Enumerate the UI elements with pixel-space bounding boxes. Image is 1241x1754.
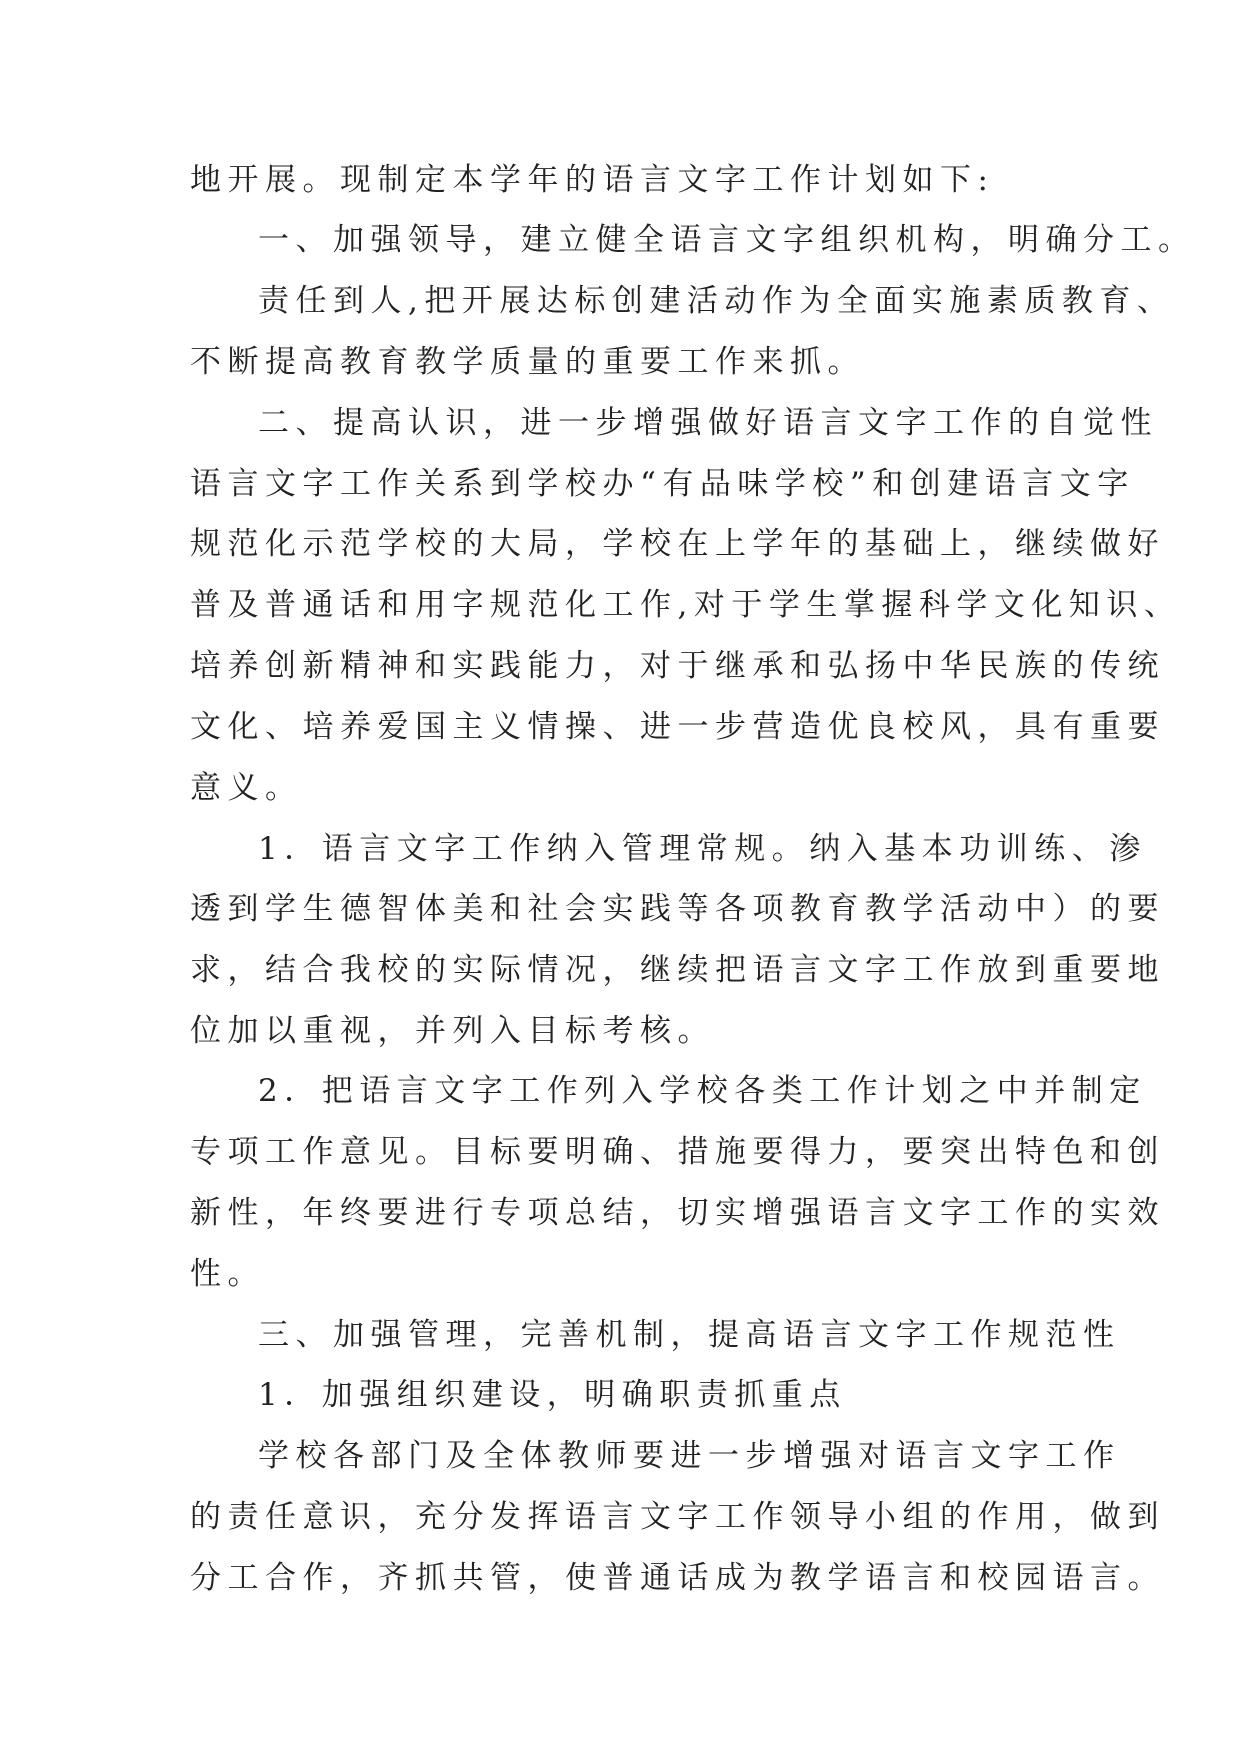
- paragraph-line: 性。: [190, 1256, 265, 1292]
- paragraph-line: 学校各部门及全体教师要进一步增强对语言文字工作: [258, 1438, 1121, 1474]
- paragraph-line: 新性，年终要进行专项总结，切实增强语言文字工作的实效: [190, 1195, 1165, 1231]
- paragraph-line: 位加以重视，并列入目标考核。: [190, 1013, 715, 1049]
- paragraph-line: 求，结合我校的实际情况，继续把语言文字工作放到重要地: [190, 952, 1165, 988]
- paragraph-line: 培养创新精神和实践能力，对于继承和弘扬中华民族的传统: [190, 648, 1165, 684]
- section-heading: 三、加强管理，完善机制，提高语言文字工作规范性: [258, 1317, 1121, 1353]
- paragraph-line: 不断提高教育教学质量的重要工作来抓。: [190, 344, 865, 380]
- section-heading: 二、提高认识，进一步增强做好语言文字工作的自觉性: [258, 405, 1158, 441]
- paragraph-line: 语言文字工作关系到学校办“有品味学校”和创建语言文字: [190, 466, 1135, 502]
- paragraph-line: 分工合作，齐抓共管，使普通话成为教学语言和校园语言。: [190, 1560, 1165, 1596]
- numbered-item: 1．语言文字工作纳入管理常规。纳入基本功训练、渗: [258, 831, 1147, 867]
- section-heading: 一、加强领导，建立健全语言文字组织机构，明确分工。: [258, 222, 1196, 258]
- paragraph-line: 责任到人,把开展达标创建活动作为全面实施素质教育、: [258, 283, 1175, 319]
- numbered-item: 1．加强组织建设，明确职责抓重点: [258, 1377, 847, 1413]
- paragraph-line: 普及普通话和用字规范化工作,对于学生掌握科学文化知识、: [190, 587, 1182, 623]
- paragraph-line: 专项工作意见。目标要明确、措施要得力，要突出特色和创: [190, 1134, 1165, 1170]
- paragraph-line: 的责任意识，充分发挥语言文字工作领导小组的作用，做到: [190, 1499, 1165, 1535]
- paragraph-line: 规范化示范学校的大局，学校在上学年的基础上，继续做好: [190, 526, 1165, 562]
- paragraph-line: 透到学生德智体美和社会实践等各项教育教学活动中）的要: [190, 891, 1165, 927]
- paragraph-line: 文化、培养爱国主义情操、进一步营造优良校风，具有重要: [190, 709, 1165, 745]
- text-line: 地开展。现制定本学年的语言文字工作计划如下:: [190, 162, 995, 198]
- paragraph-line: 意义。: [190, 770, 303, 806]
- numbered-item: 2．把语言文字工作列入学校各类工作计划之中并制定: [258, 1073, 1147, 1109]
